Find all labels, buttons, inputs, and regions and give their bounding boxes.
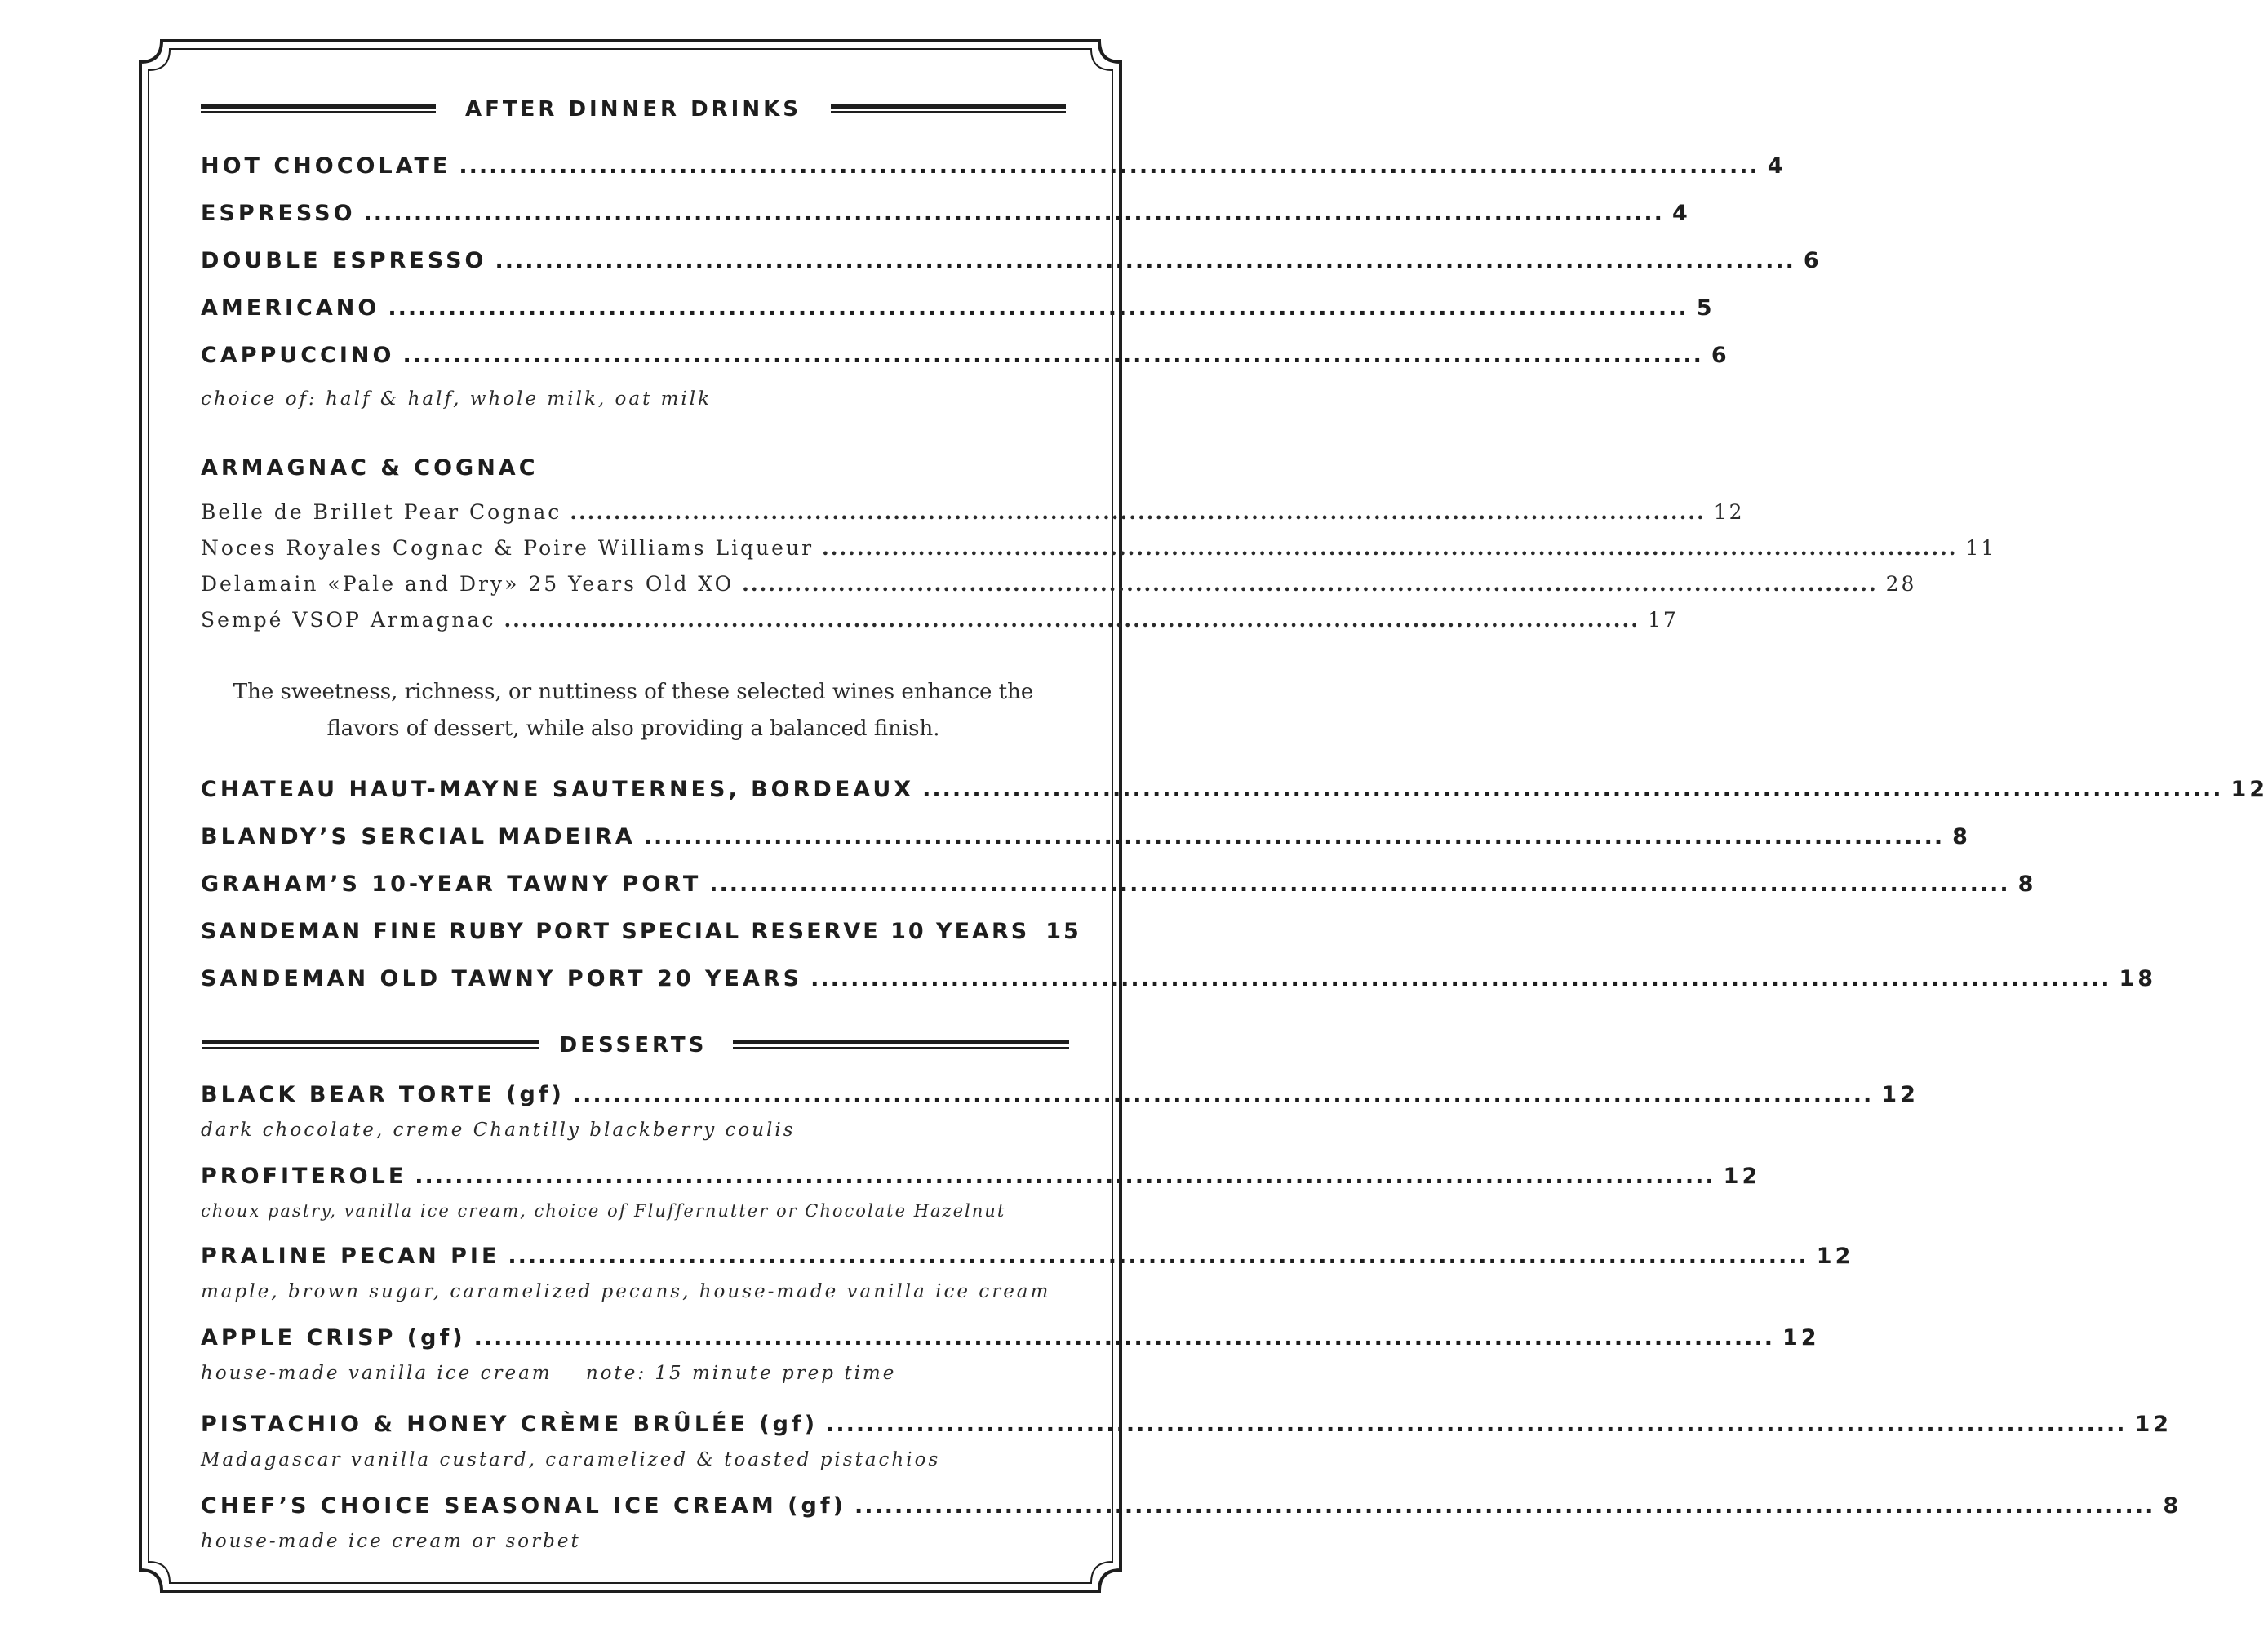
leader-dots: .................................................................................................................................. (388, 295, 1689, 321)
dessert-description: Madagascar vanilla custard, caramelized & toasted pistachios (201, 1449, 941, 1470)
section-title: DESSERTS (559, 1033, 708, 1058)
item-price: 12 (2230, 777, 2268, 802)
leader-dots: .................................................................................................................................. (709, 871, 2010, 897)
dessert-item (201, 1412, 2173, 1437)
leader-dots: .................................................................................................................................. (810, 966, 2111, 991)
leader-dots: .................................................................................................................................. (495, 248, 1795, 273)
section-header-after-dinner (201, 93, 1066, 126)
item-name: CHATEAU HAUT-MAYNE SAUTERNES, BORDEAUX (201, 777, 915, 802)
item-price: 4 (1671, 201, 1691, 226)
dessert-item (201, 1082, 1919, 1107)
leader-dots: .................................................................................................................................. (643, 824, 1945, 849)
item-name: DOUBLE ESPRESSO (201, 248, 487, 273)
item-price: 8 (2163, 1493, 2182, 1519)
dessert-description: house-made ice cream or sorbet (201, 1531, 581, 1552)
brandy-item (201, 536, 1997, 560)
item-name: APPLE CRISP (gf) (201, 1325, 466, 1350)
wine-intro (201, 674, 1066, 747)
wine-item (201, 966, 2157, 991)
item-price: 12 (1723, 1164, 1761, 1189)
item-price: 12 (2134, 1412, 2173, 1437)
dessert-description: house-made vanilla ice cream note: 15 minute prep time (201, 1363, 897, 1384)
item-price: 12 (1782, 1325, 1820, 1350)
item-name: ESPRESSO (201, 201, 356, 226)
dessert-item (201, 1493, 2182, 1519)
item-price: 6 (1711, 343, 1730, 368)
wine-intro-line: flavors of dessert, while also providing a balanced finish. (326, 716, 940, 741)
wine-item (201, 871, 2037, 897)
wine-item (201, 777, 2268, 802)
item-price: 15 (1045, 919, 1081, 944)
leader-dots: .................................................................................................................................. (922, 777, 2223, 802)
leader-dots: .................................................................................................................................. (854, 1493, 2155, 1519)
item-price: 8 (2017, 871, 2037, 897)
leader-dots: .................................................................................................................................. (363, 201, 1664, 226)
menu-item (201, 201, 1691, 226)
item-price: 6 (1803, 248, 1822, 273)
item-name: Delamain «Pale and Dry» 25 Years Old XO (201, 572, 735, 596)
item-name: PROFITEROLE (201, 1164, 407, 1189)
item-price: 11 (1965, 536, 1997, 560)
item-name: CAPPUCCINO (201, 343, 395, 368)
dessert-item (201, 1164, 1761, 1189)
dessert-description: dark chocolate, creme Chantilly blackberry coulis (201, 1120, 796, 1141)
item-price: 28 (1885, 572, 1917, 596)
item-price: 8 (1952, 824, 1971, 849)
leader-dots: .................................................................................................................................. (402, 343, 1703, 368)
item-price: 4 (1767, 153, 1786, 179)
item-name: BLANDY’S SERCIAL MADEIRA (201, 824, 636, 849)
item-name: HOT CHOCOLATE (201, 153, 451, 179)
leader-dots: .................................................................................................................................. (415, 1164, 1715, 1189)
leader-dots: .................................................................................................................................. (570, 500, 1706, 524)
section-title: AFTER DINNER DRINKS (465, 97, 801, 122)
item-price: 17 (1647, 608, 1679, 632)
item-name: PISTACHIO & HONEY CRÈME BRÛLÉE (gf) (201, 1412, 819, 1437)
menu-item (201, 343, 1730, 368)
item-price: 12 (1881, 1082, 1919, 1107)
item-name: CHEF’S CHOICE SEASONAL ICE CREAM (gf) (201, 1493, 846, 1519)
item-name: Belle de Brillet Pear Cognac (201, 500, 562, 524)
section-header-desserts (201, 1029, 1066, 1062)
dessert-item (201, 1244, 1854, 1269)
header-rule-right (733, 1040, 1069, 1050)
item-price: 12 (1816, 1244, 1854, 1269)
leader-dots: .................................................................................................................................. (504, 608, 1640, 632)
item-name: PRALINE PECAN PIE (201, 1244, 500, 1269)
leader-dots: .................................................................................................................................. (473, 1325, 1774, 1350)
item-price: 18 (2119, 966, 2157, 991)
menu-item (201, 295, 1715, 321)
menu-item (201, 248, 1822, 273)
leader-dots: .................................................................................................................................. (826, 1412, 2127, 1437)
brandy-item (201, 500, 1745, 524)
item-name: Noces Royales Cognac & Poire Williams Liqueur (201, 536, 814, 560)
item-name: SANDEMAN FINE RUBY PORT SPECIAL RESERVE 10 YEARS (201, 919, 1030, 944)
dessert-item (201, 1325, 1820, 1350)
menu-content (201, 0, 2268, 1632)
item-name: SANDEMAN OLD TAWNY PORT 20 YEARS (201, 966, 803, 991)
leader-dots: .................................................................................................................................. (572, 1082, 1874, 1107)
item-price: 12 (1713, 500, 1745, 524)
item-name: Sempé VSOP Armagnac (201, 608, 496, 632)
item-name: GRAHAM’S 10-YEAR TAWNY PORT (201, 871, 702, 897)
wine-item (201, 919, 1081, 944)
subsection-title: ARMAGNAC & COGNAC (201, 455, 539, 481)
leader-dots: .................................................................................................................................. (459, 153, 1760, 179)
item-price: 5 (1696, 295, 1715, 321)
dessert-description: choux pastry, vanilla ice cream, choice of Fluffernutter or Chocolate Hazelnut (201, 1201, 1006, 1221)
item-name: BLACK BEAR TORTE (gf) (201, 1082, 565, 1107)
milk-options-note: choice of: half & half, whole milk, oat milk (201, 388, 712, 410)
brandy-item (201, 572, 1917, 596)
dessert-description: maple, brown sugar, caramelized pecans, house-made vanilla ice cream (201, 1281, 1051, 1302)
wine-item (201, 824, 1971, 849)
leader-dots: .................................................................................................................................. (508, 1244, 1809, 1269)
menu-item (201, 153, 1786, 179)
leader-dots: .................................................................................................................................. (742, 572, 1878, 596)
brandy-item (201, 608, 1679, 632)
leader-dots: .................................................................................................................................. (822, 536, 1958, 560)
item-name: AMERICANO (201, 295, 380, 321)
header-rule-right (831, 104, 1066, 114)
wine-intro-line: The sweetness, richness, or nuttiness of these selected wines enhance the (233, 680, 1034, 704)
